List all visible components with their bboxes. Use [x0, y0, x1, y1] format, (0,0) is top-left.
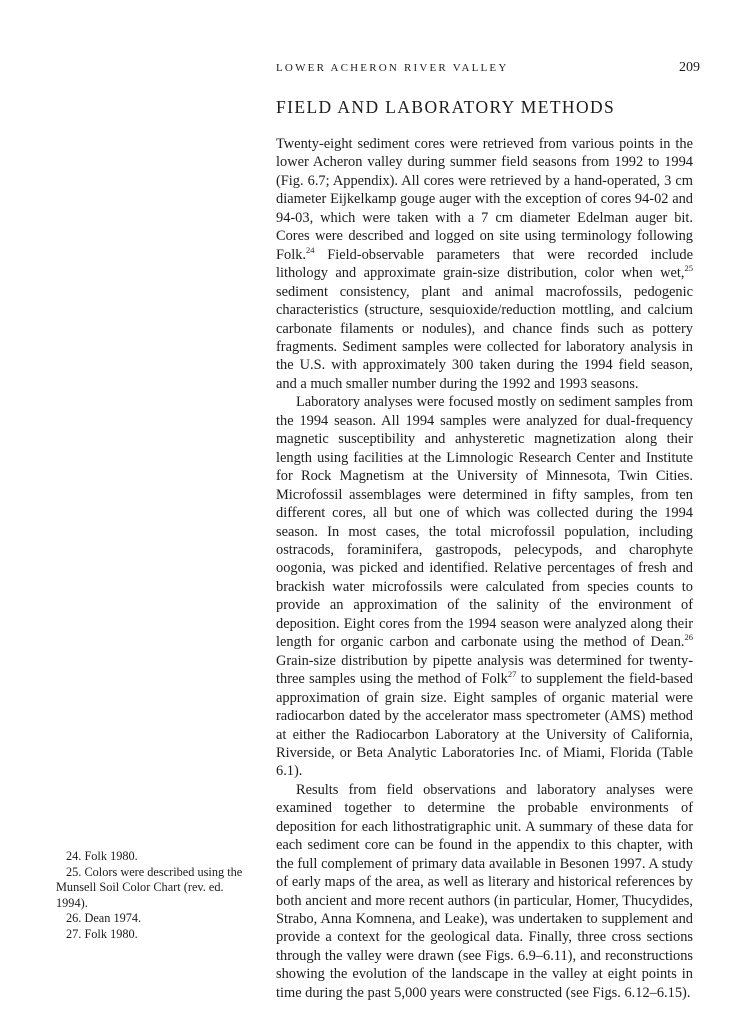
footnotes — [56, 849, 252, 943]
footnote: 26. Dean 1974. — [66, 911, 142, 926]
footnote-ref-26: 26 — [684, 632, 693, 643]
body-text — [276, 135, 693, 1002]
paragraph-1: Twenty-eight sediment cores were retrieved from various points in the lower Acheron valley during summer field seasons from 1992 to 1994 (Fig. 6.7; Appendix). All cores were retrieved by a hand-operated, 3 cm diameter Eijkelkamp gouge auger with the exception of cores 94-02 and 94-03, which were taken with a 7 cm diameter Edelman auger bit. Cores were described and logged on site using terminology following Folk.$^{24}$ Field-observable parameters that were recorded include lithology and approximate grain-size distribution, color when wet,$^{25}$ sediment consistency, plant and animal macrofossils, pedogenic characteristics (structure, sesquioxide/reduction mottling, and calcium carbonate filaments or nodules), and chance finds such as pottery fragments. Sediment samples were collected for laboratory analysis in the U.S. with approximately 300 taken during the 1994 field season, and a much smaller number during the 1992 and 1993 seasons. — [276, 136, 693, 392]
footnote-ref-25: 25 — [684, 263, 693, 274]
footnote: 25. Colors were described using the Munsell Soil Color Chart (rev. ed. 1994). — [56, 864, 243, 910]
footnote: 24. Folk 1980. — [66, 849, 138, 863]
section-title: FIELD AND LABORATORY METHODS — [276, 97, 616, 117]
footnote-ref-24: 24 — [306, 244, 315, 255]
paragraph-2: Laboratory analyses were focused mostly on sediment samples from the 1994 season. All 1994 samples were analyzed for dual-frequency magnetic susceptibility and anhysteretic magnetization along their length using facilities at the Limnologic Research Center and Institute for Rock Magnetism at the University of Minnesota, Twin Cities. Microfossil assemblages were determined in fifty samples, from ten different cores, all but one of which was collected during the 1994 season. In most cases, the total microfossil population, including ostracods, foraminifera, gastropods, pelecypods, and charophyte oogonia, was picked and identified. Relative percentages of fresh and brackish water microfossils were calculated from species counts to provide an approximation of the salinity of the environment of deposition. Eight cores from the 1994 season were analyzed along their length for organic carbon and carbonate using the method of Dean.$^{26}$ Grain-size distribution by pipette analysis was determined for twenty-three samples using the method of Folk$^{27}$ to supplement the field-based approximation of grain size. Eight samples of organic material were radiocarbon dated by the accelerator mass spectrometer (AMS) method at either the Radiocarbon Laboratory at the University of California, Riverside, or Beta Analytic Laboratories Inc. of Miami, Florida (Table 6.1). — [276, 394, 693, 780]
footnote-ref-27: 27 — [507, 669, 517, 680]
footnote: 27. Folk 1980. — [66, 926, 138, 941]
running-head: LOWER ACHERON RIVER VALLEY — [276, 62, 509, 74]
page-number: 209 — [679, 60, 700, 75]
paragraph-3: Results from field observations and laboratory analyses were examined together to determine the probable environments of deposition for each lithostratigraphic unit. A summary of these data for each sediment core can be found in the appendix to this chapter, with the full complement of primary data available in Besonen 1997. A study of early maps of the area, as well as literary and historical references by both ancient and more recent authors (in particular, Homer, Thucydides, Strabo, Anna Komnena, and Leake), was undertaken to supplement and provide a context for the geological data. Finally, three cross sections through the valley were drawn (see Figs. 6.9–6.11), and reconstructions showing the evolution of the landscape in the valley at eight points in time during the past 5,000 years were constructed (see Figs. 6.12–6.15). — [276, 781, 693, 1001]
